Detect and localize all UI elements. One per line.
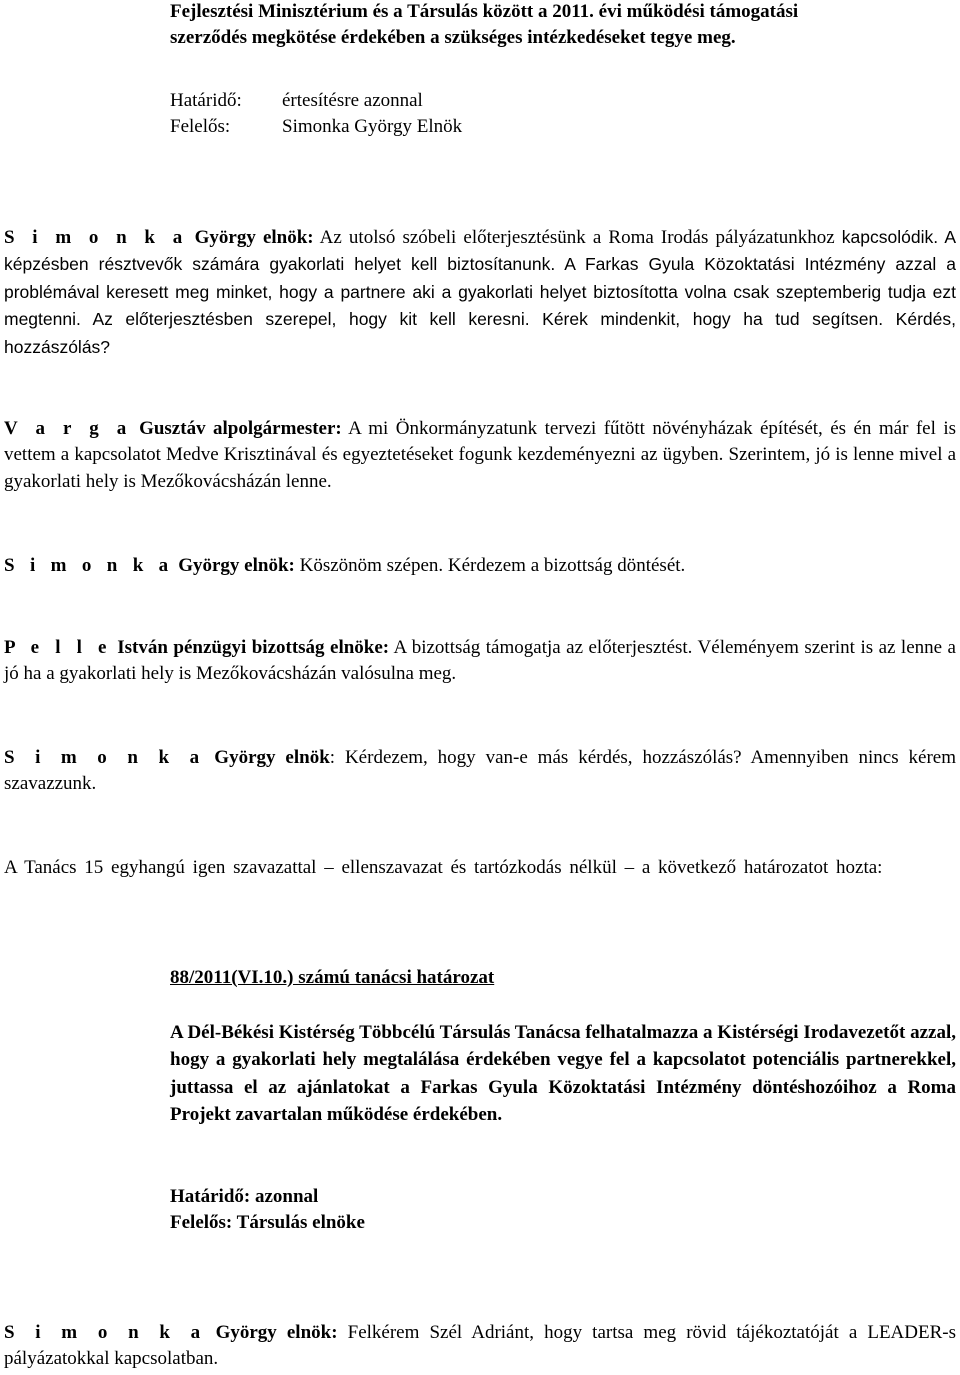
speech-text: : Kérdezem, hogy van-e más kérdés, hozzászólás? Amennyiben nincs kérem szavazzunk. — [4, 747, 956, 795]
speaker-title: István pénzügyi bizottság elnöke: — [111, 637, 390, 658]
deadline-value: értesítésre azonnal — [282, 90, 423, 111]
intro-block — [170, 0, 950, 52]
speaker-title: Gusztáv alpolgármester: — [131, 418, 342, 439]
resolution-body — [170, 1019, 956, 1129]
speech-varga — [4, 416, 956, 495]
speech-simonka-4 — [4, 1320, 956, 1373]
speaker-surname: S i m o n k a — [4, 555, 174, 576]
speech-text: Az utolsó szóbeli előterjesztésünk a Roma Irodás pályázatunkhoz — [313, 227, 842, 248]
speaker-title: György elnök — [204, 747, 330, 768]
speaker-surname: S i m o n k a — [4, 747, 205, 768]
resolution-deadline-block — [170, 1184, 870, 1237]
resolution-deadline: Határidő: azonnal — [170, 1186, 319, 1207]
speech-simonka-1 — [4, 224, 956, 361]
resolution-title: 88/2011(VI.10.) számú tanácsi határozat — [170, 967, 495, 988]
deadline-row — [170, 88, 770, 114]
speaker-surname: S i m o n k a — [4, 1322, 206, 1343]
intro-line-1: Fejlesztési Minisztérium és a Társulás között a 2011. évi működési támogatási — [170, 1, 799, 22]
resolution-responsible: Felelős: Társulás elnöke — [170, 1212, 365, 1234]
speaker-surname: P e l l e — [4, 637, 112, 658]
speech-pelle — [4, 635, 956, 688]
speech-text: Felkérem Szél Adriánt, hogy tartsa meg rövid tájékoztatóját a LEADER-s pályázatokkal kapcsolatban. — [4, 1322, 956, 1370]
deadline-label: Határidő: — [170, 90, 242, 111]
responsible-row — [170, 114, 770, 140]
speech-text: A bizottság támogatja az előterjesztést. Véleményem szerint is az lenne a jó ha a gyakorlati hely is Mezőkovácsházán valósulna meg. — [4, 637, 956, 685]
intro-line-2: szerződés megkötése érdekében a szükséges intézkedéseket tegye meg. — [170, 27, 736, 49]
responsible-label: Felelős: — [170, 116, 231, 138]
speech-text: Köszönöm szépen. Kérdezem a bizottság döntését. — [294, 555, 686, 576]
speaker-title: György elnök: — [187, 227, 314, 248]
vote-result — [4, 855, 956, 881]
speech-text: A mi Önkormányzatunk tervezi fűtött növényházak építését, és én már fel is vettem a kapcsolatot Medve Krisztinával és egyeztetéseket fogunk kezdeményezni az ügyben. Szerintem, jó is lenne mivel a gyakorlati hely is Mezőkovácsházán lenne. — [4, 418, 957, 492]
responsible-value: Simonka György Elnök — [282, 116, 463, 138]
speech-simonka-3 — [4, 745, 956, 798]
speech-text-sans: kapcsolódik. A képzésben résztvevők számára gyakorlati helyet kell biztosítanunk. A Farkas Gyula Közoktatási Intézmény azzal a problémával keresett meg minket, hogy a partnere aki a gyakorlati helyet biztosította volna csak szeptemberig tudja ezt megtenni. Az előterjesztésben szerepel, hogy kit kell keresni. Kérek mindenkit, hogy ha tud segítsen. Kérdés, hozzászólás? — [4, 227, 956, 357]
deadline-block — [170, 88, 770, 141]
vote-text: A Tanács 15 egyhangú igen szavazattal – ellenszavazat és tartózkodás nélkül – a következő határozatot hozta: — [4, 857, 883, 878]
speaker-title: György elnök: — [205, 1322, 338, 1343]
speaker-surname: S i m o n k a — [4, 227, 188, 248]
resolution-text: A Dél-Békési Kistérség Többcélú Társulás Tanácsa felhatalmazza a Kistérségi Irodavezetőt azzal, hogy a gyakorlati hely megtalálása érdekében vegye fel a kapcsolatot potenciális partnerekkel, juttassa el az ajánlatokat a Farkas Gyula Közoktatási Intézmény döntéshozóihoz a Roma Projekt zavartalan működése érdekében. — [170, 1022, 956, 1126]
speaker-surname: V a r g a — [4, 418, 132, 439]
speech-simonka-2 — [4, 553, 956, 579]
speaker-title: György elnök: — [173, 555, 295, 576]
